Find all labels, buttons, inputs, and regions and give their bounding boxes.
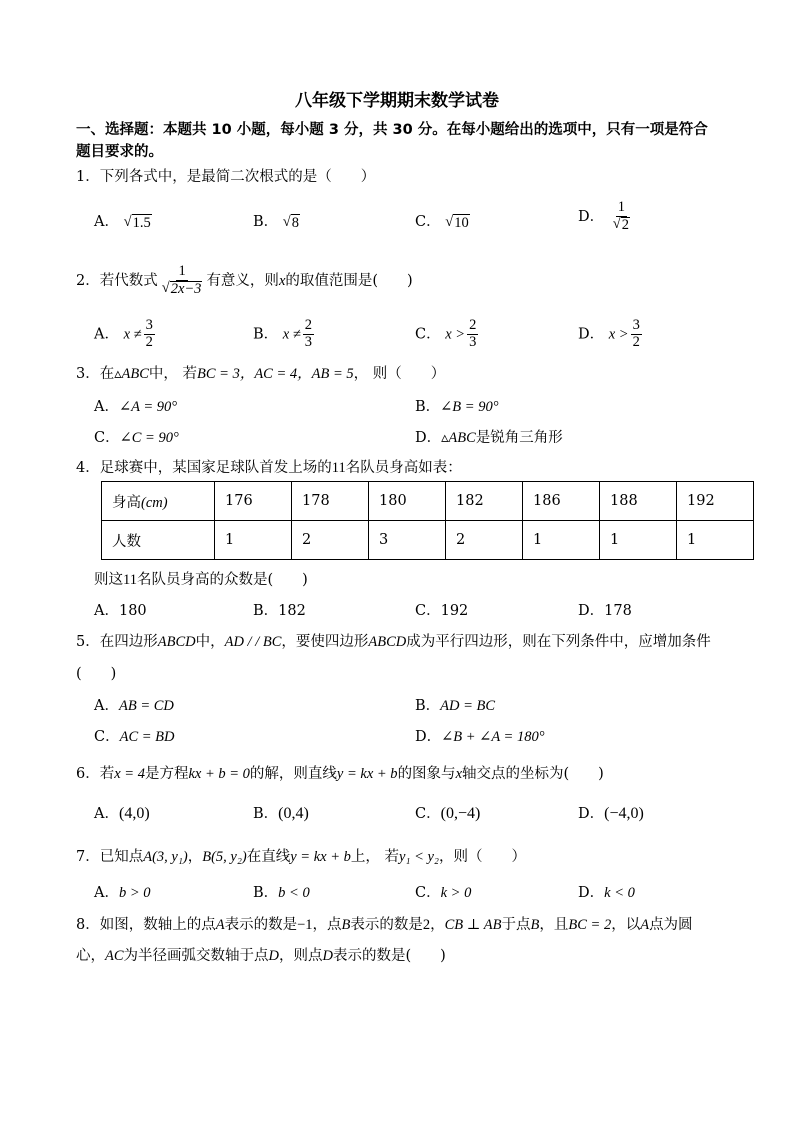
fraction: $\frac{3}{2}$ bbox=[632, 317, 640, 350]
segment: AC bbox=[105, 948, 124, 964]
q4-option-a[interactable] bbox=[94, 599, 147, 620]
sqrt-expression: √ 8 bbox=[282, 214, 299, 231]
stem-text: 的图象与 bbox=[397, 766, 456, 782]
expression: AC = BD bbox=[119, 729, 175, 745]
stem-text: ， bbox=[430, 917, 445, 933]
table-cell: 186 bbox=[523, 482, 600, 521]
point: A bbox=[215, 917, 225, 933]
stem-text: 在直线 bbox=[246, 849, 291, 865]
fraction: 1 √ 2x−3 bbox=[161, 263, 202, 297]
point: B(5, y₂) bbox=[202, 849, 247, 865]
q6-option-c[interactable] bbox=[415, 802, 480, 823]
table-header-cell: 人数 bbox=[102, 521, 215, 560]
q4-stem bbox=[76, 456, 462, 477]
condition: BC = 3，AC = 4，AB = 5 bbox=[197, 366, 354, 382]
stem-text: 上， 若 bbox=[350, 849, 399, 865]
fraction: 1 √ 2 bbox=[612, 199, 629, 233]
stem-text: 为半径画弧交数轴于点 bbox=[123, 948, 269, 964]
expression: (4,0) bbox=[118, 805, 150, 822]
equation: kx + b = 0 bbox=[188, 766, 250, 782]
q5-option-c[interactable] bbox=[94, 725, 175, 746]
stem-text: ，且 bbox=[539, 917, 569, 933]
expression: x ≠ bbox=[123, 326, 142, 343]
stem-text: 是方程 bbox=[144, 766, 189, 782]
q5-option-a[interactable] bbox=[94, 694, 174, 715]
option-label: D． bbox=[578, 326, 605, 343]
table-cell: 188 bbox=[600, 482, 677, 521]
sqrt-expression: √ 1.5 bbox=[123, 214, 151, 231]
q1-option-d[interactable] bbox=[578, 200, 634, 234]
stem-text: 点为圆 bbox=[649, 917, 693, 933]
option-label: C． bbox=[415, 603, 441, 619]
option-label: B． bbox=[415, 698, 441, 714]
table-cell: 1 bbox=[600, 521, 677, 560]
variable: x bbox=[455, 766, 462, 782]
expression: x ≠ bbox=[282, 326, 301, 343]
q7-option-b[interactable] bbox=[253, 881, 310, 902]
q1-option-b[interactable] bbox=[253, 210, 300, 232]
q6-stem bbox=[76, 762, 604, 783]
option-label: D． bbox=[578, 885, 605, 901]
option-label: B． bbox=[253, 214, 279, 230]
page-title: 八年级下学期期末数学试卷 bbox=[295, 91, 499, 111]
expression: ∠B = 90° bbox=[440, 399, 499, 415]
option-label: A． bbox=[94, 806, 119, 822]
q3-option-b[interactable] bbox=[415, 395, 499, 416]
expression: x > bbox=[608, 326, 629, 343]
table-row bbox=[102, 521, 754, 560]
stem-text: 7．已知点 bbox=[76, 849, 144, 865]
table-cell: 2 bbox=[292, 521, 369, 560]
stem-text: 的解，则直线 bbox=[249, 766, 337, 782]
q2-option-a[interactable] bbox=[94, 318, 157, 351]
option-label: A． bbox=[94, 885, 119, 901]
option-label: A． bbox=[94, 698, 119, 714]
option-label: D． bbox=[578, 603, 605, 619]
stem-text: 6．若 bbox=[76, 766, 115, 782]
stem-text: 的取值范围是( ) bbox=[285, 272, 413, 289]
q8-stem-line1 bbox=[76, 913, 693, 934]
stem-text: ， 则（ ） bbox=[353, 366, 446, 382]
table-cell: 1 bbox=[215, 521, 292, 560]
point: A bbox=[640, 917, 650, 933]
q4-follow bbox=[94, 568, 308, 589]
point: B bbox=[341, 917, 351, 933]
option-label: A． bbox=[94, 603, 119, 619]
section-heading-line2: 题目要求的。 bbox=[76, 144, 163, 160]
height-table bbox=[101, 481, 754, 560]
expression: b < 0 bbox=[278, 885, 310, 901]
section-heading-line1: 一、选择题：本题共 10 小题，每小题 3 分，共 30 分。在每小题给出的选项中，只有一项是符合 bbox=[76, 122, 708, 138]
fraction: $\frac{2}{3}$ bbox=[469, 317, 477, 350]
option-label: C． bbox=[415, 326, 441, 343]
q7-option-d[interactable] bbox=[578, 881, 635, 902]
option-label: B． bbox=[253, 806, 279, 822]
table-cell: 2 bbox=[446, 521, 523, 560]
stem-text: ，要使四边形 bbox=[281, 634, 369, 650]
number: −1 bbox=[297, 917, 313, 933]
q4-option-d[interactable] bbox=[578, 599, 632, 620]
q5-stem-line2: ( ) bbox=[76, 666, 117, 682]
point: D bbox=[322, 948, 333, 964]
option-label: D． bbox=[578, 806, 605, 822]
expression: x > bbox=[445, 326, 466, 343]
option-text: 182 bbox=[278, 603, 306, 619]
stem-text: 则这 bbox=[94, 572, 123, 588]
table-cell: 178 bbox=[292, 482, 369, 521]
stem-text: 表示的数是 bbox=[224, 917, 298, 933]
stem-text: ，则（ ） bbox=[438, 849, 526, 865]
point: B bbox=[530, 917, 540, 933]
expression: AB = CD bbox=[118, 698, 174, 714]
stem-text: ，以 bbox=[611, 917, 641, 933]
table-row bbox=[102, 482, 754, 521]
q2-option-b[interactable] bbox=[253, 318, 316, 351]
q1-option-c[interactable] bbox=[415, 210, 470, 232]
table-cell: 1 bbox=[677, 521, 754, 560]
stem-text: 5．在四边形 bbox=[76, 634, 158, 650]
expression: AD = BC bbox=[440, 698, 496, 714]
variable: x bbox=[278, 272, 286, 289]
expression: k < 0 bbox=[604, 885, 635, 901]
option-label: C． bbox=[415, 214, 441, 230]
stem-text: ， bbox=[187, 849, 203, 865]
option-label: A． bbox=[94, 214, 119, 230]
option-label: B． bbox=[415, 399, 441, 415]
stem-text: 轴交点的坐标为( ) bbox=[462, 766, 604, 782]
sqrt-expression: √ 10 bbox=[445, 214, 469, 231]
option-label: C． bbox=[94, 430, 120, 446]
point: D bbox=[268, 948, 280, 964]
q7-option-a[interactable] bbox=[94, 881, 151, 902]
expression: ∠B + ∠A = 180° bbox=[441, 729, 545, 745]
triangle-label: ▵ABC bbox=[441, 430, 476, 446]
expression: (0,−4) bbox=[440, 805, 481, 822]
table-cell: 180 bbox=[369, 482, 446, 521]
stem-text: 表示的数是( ) bbox=[333, 948, 446, 964]
option-text: 180 bbox=[118, 603, 147, 619]
option-label: C． bbox=[94, 729, 120, 745]
q5-stem bbox=[76, 630, 711, 651]
table-cell: 182 bbox=[446, 482, 523, 521]
option-label: B． bbox=[253, 603, 279, 619]
stem-text: 2．若代数式 bbox=[76, 272, 158, 289]
q4-option-b[interactable] bbox=[253, 599, 306, 620]
option-label: D． bbox=[578, 208, 605, 225]
stem-text: 名队员身高的众数是( ) bbox=[136, 572, 308, 588]
option-label: C． bbox=[415, 885, 441, 901]
stem-text: 8．如图，数轴上的点 bbox=[76, 917, 216, 933]
table-cell: 192 bbox=[677, 482, 754, 521]
quad-label: ABCD bbox=[368, 634, 407, 650]
quad-label: ABCD bbox=[157, 634, 196, 650]
q5-option-b[interactable] bbox=[415, 694, 495, 715]
fraction: $\frac{2}{3}$ bbox=[304, 317, 313, 350]
q7-stem bbox=[76, 845, 526, 866]
expression: ∠A = 90° bbox=[118, 399, 178, 415]
option-label: B． bbox=[253, 326, 279, 343]
number: 11 bbox=[331, 460, 346, 476]
option-label: D． bbox=[415, 430, 442, 446]
expression: k > 0 bbox=[440, 885, 472, 901]
point: A(3, y₁) bbox=[143, 849, 188, 865]
condition: CB ⊥ AB bbox=[444, 917, 502, 933]
option-label: C． bbox=[415, 806, 441, 822]
expression: b > 0 bbox=[118, 885, 151, 901]
stem-text: 名队员身高如表： bbox=[345, 460, 462, 476]
q1-option-a[interactable] bbox=[94, 210, 152, 232]
table-cell: 1 bbox=[523, 521, 600, 560]
table-cell: 3 bbox=[369, 521, 446, 560]
expression: (0,4) bbox=[278, 805, 309, 822]
stem-text: ，点 bbox=[312, 917, 342, 933]
option-label: A． bbox=[94, 399, 119, 415]
table-header-cell: 身高(cm) bbox=[102, 482, 215, 521]
q2-option-c[interactable] bbox=[415, 318, 480, 351]
option-label: A． bbox=[94, 326, 119, 343]
number: 11 bbox=[123, 572, 137, 588]
condition: x = 4 bbox=[114, 766, 145, 782]
equation: y = kx + b bbox=[290, 849, 351, 865]
triangle-label: ▵ABC bbox=[114, 366, 149, 382]
option-label: D． bbox=[415, 729, 442, 745]
condition: y₁ < y₂ bbox=[398, 849, 439, 865]
stem-text: 4．足球赛中，某国家足球队首发上场的 bbox=[76, 460, 332, 476]
q5-option-d[interactable] bbox=[415, 725, 545, 746]
expression: ∠C = 90° bbox=[119, 430, 179, 446]
option-label: B． bbox=[253, 885, 279, 901]
condition: AD / / BC bbox=[224, 634, 282, 650]
expression: (−4,0) bbox=[604, 805, 644, 822]
stem-text: ，则点 bbox=[279, 948, 323, 964]
option-text: 178 bbox=[604, 603, 632, 619]
q3-option-a[interactable] bbox=[94, 395, 177, 416]
q6-option-d[interactable] bbox=[578, 802, 644, 823]
option-text: 是锐角三角形 bbox=[475, 430, 563, 446]
q6-option-a[interactable] bbox=[94, 802, 150, 823]
stem-text: 3．在 bbox=[76, 366, 115, 382]
equation: y = kx + b bbox=[336, 766, 398, 782]
condition: BC = 2 bbox=[568, 917, 612, 933]
q7-option-c[interactable] bbox=[415, 881, 471, 902]
fraction: $\frac{3}{2}$ bbox=[145, 317, 153, 350]
q2-option-d[interactable] bbox=[578, 318, 644, 351]
q2-stem bbox=[76, 264, 413, 298]
stem-text: 表示的数是 bbox=[350, 917, 423, 933]
option-text: 192 bbox=[440, 603, 469, 619]
stem-text: 于点 bbox=[501, 917, 531, 933]
q3-option-d[interactable] bbox=[415, 426, 563, 447]
q8-stem-line2 bbox=[76, 944, 446, 965]
table-cell: 176 bbox=[215, 482, 292, 521]
number: 2 bbox=[422, 917, 431, 933]
stem-text: 中， 若 bbox=[148, 366, 198, 382]
stem-text: 成为平行四边形，则在下列条件中，应增加条件 bbox=[406, 634, 711, 650]
stem-text: 心， bbox=[76, 948, 105, 964]
q1-stem: 1．下列各式中，是最简二次根式的是（ ） bbox=[76, 169, 376, 185]
stem-text: 有意义，则 bbox=[206, 272, 279, 289]
q3-option-c[interactable] bbox=[94, 426, 179, 447]
q4-option-c[interactable] bbox=[415, 599, 468, 620]
stem-text: 中， bbox=[195, 634, 225, 650]
q6-option-b[interactable] bbox=[253, 802, 309, 823]
q3-stem bbox=[76, 362, 445, 383]
